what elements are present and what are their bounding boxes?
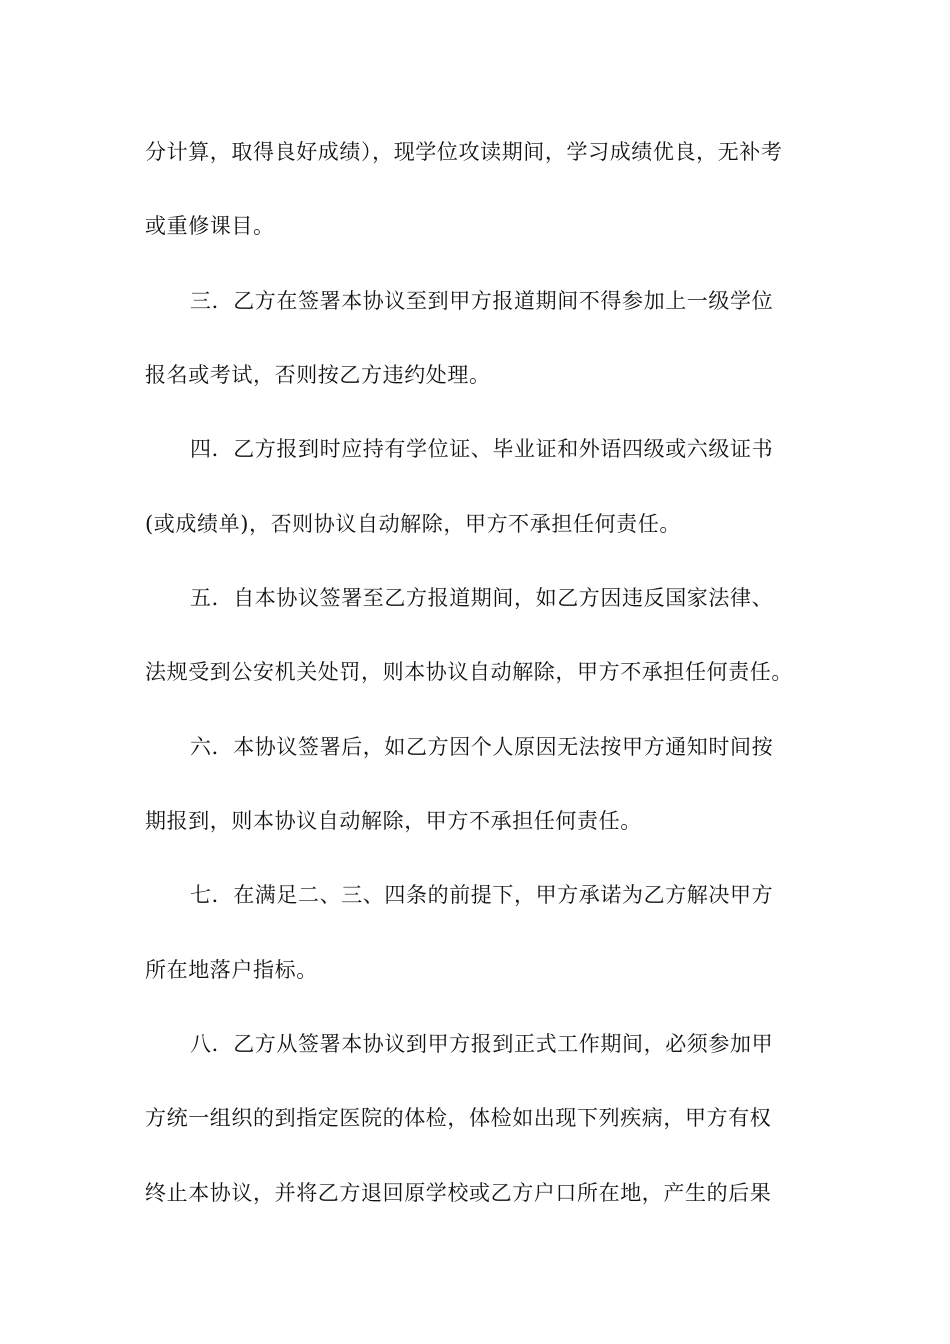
clause-5-line: 五．自本协议签署至乙方报道期间，如乙方因违反国家法律、 [190,586,774,610]
text-line: 期报到，则本协议自动解除，甲方不承担任何责任。 [145,809,642,833]
text-line: 终止本协议，并将乙方退回原学校或乙方户口所在地，产生的后果 [145,1181,772,1205]
clause-8-line: 八．乙方从签署本协议到甲方报到正式工作期间，必须参加甲 [190,1032,774,1056]
clause-4-line: 四．乙方报到时应持有学位证、毕业证和外语四级或六级证书 [190,437,774,461]
text-line: (或成绩单)，否则协议自动解除，甲方不承担任何责任。 [145,512,681,536]
text-line: 分计算，取得良好成绩），现学位攻读期间，学习成绩优良，无补考 [145,140,783,164]
text-line: 法规受到公安机关处罚，则本协议自动解除，甲方不承担任何责任。 [145,660,793,684]
text-line: 或重修课目。 [145,214,275,238]
clause-7-line: 七．在满足二、三、四条的前提下，甲方承诺为乙方解决甲方 [190,883,774,907]
text-line: 报名或考试，否则按乙方违约处理。 [145,363,491,387]
clause-3-line: 三．乙方在签署本协议至到甲方报道期间不得参加上一级学位 [190,289,774,313]
text-line: 所在地落户指标。 [145,958,318,982]
clause-6-line: 六．本协议签署后，如乙方因个人原因无法按甲方通知时间按 [190,735,774,759]
text-line: 方统一组织的到指定医院的体检，体检如出现下列疾病，甲方有权 [145,1106,772,1130]
